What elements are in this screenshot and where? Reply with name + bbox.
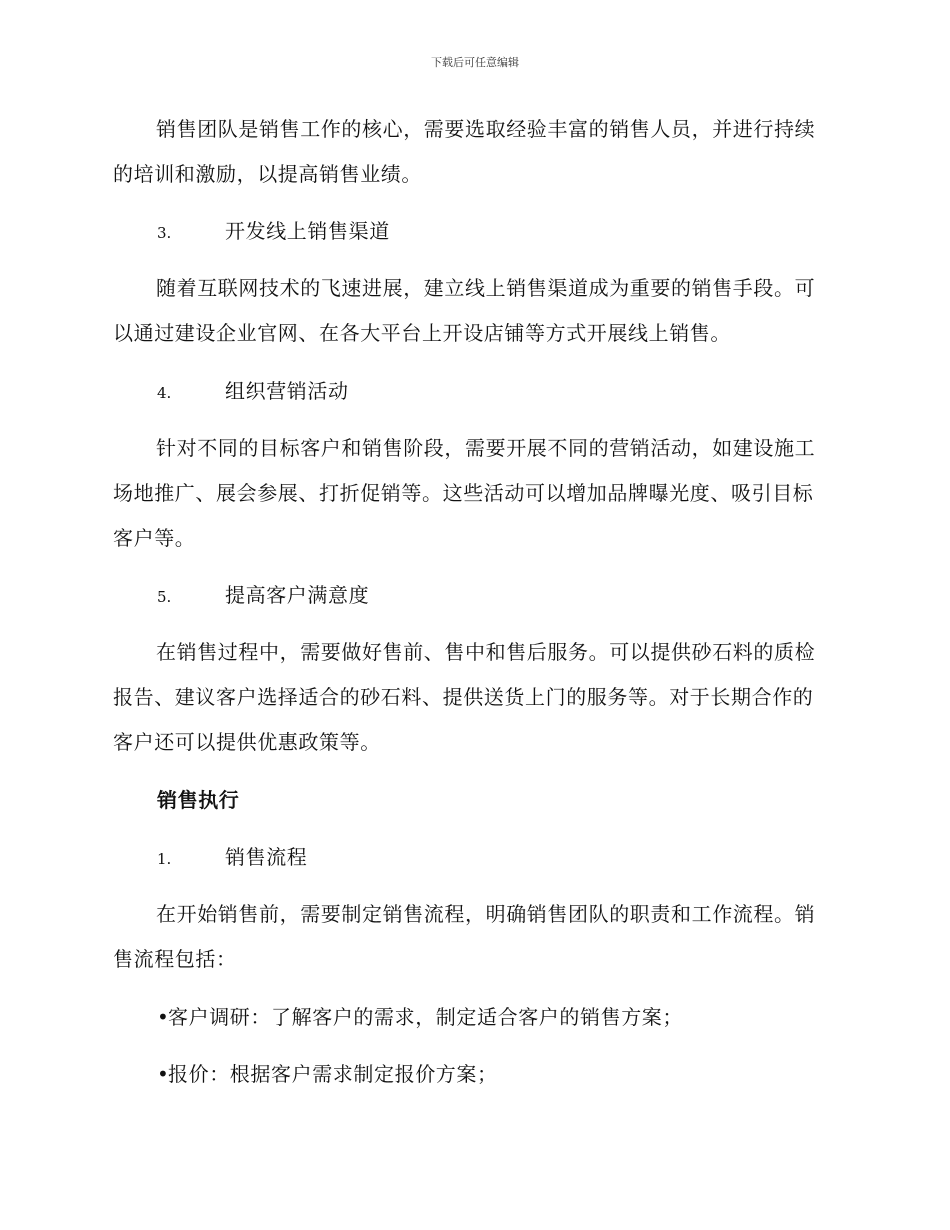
heading-number: 4.	[157, 384, 172, 402]
section-title-sales-execution: 销售执行	[157, 788, 240, 812]
heading-number: 1.	[157, 850, 172, 868]
paragraph-marketing-activities: 针对不同的目标客户和销售阶段，需要开展不同的营销活动，如建设施工场地推广、展会参展、打折促销等。这些活动可以增加品牌曝光度、吸引目标客户等。	[113, 436, 816, 550]
paragraph-sales-team: 销售团队是销售工作的核心，需要选取经验丰富的销售人员，并进行持续的培训和激励，以提高销售业绩。	[113, 117, 816, 186]
bullet-text: 报价：根据客户需求制定报价方案；	[168, 1062, 498, 1086]
bullet-text: 客户调研：了解客户的需求，制定适合客户的销售方案；	[168, 1005, 683, 1029]
bullet-dot: •	[157, 1062, 170, 1086]
paragraph-online-channels: 随着互联网技术的飞速进展，建立线上销售渠道成为重要的销售手段。可以通过建设企业官网、在各大平台上开设店铺等方式开展线上销售。	[113, 276, 816, 345]
heading-customer-satisfaction	[157, 580, 369, 610]
page-header: 下载后可任意编辑	[431, 56, 519, 69]
heading-number: 3.	[157, 224, 172, 242]
heading-marketing-activities	[157, 376, 349, 406]
heading-sales-process	[157, 842, 307, 872]
heading-text: 组织营销活动	[225, 379, 349, 403]
heading-text: 提高客户满意度	[225, 583, 370, 607]
bullet-dot: •	[157, 1005, 170, 1029]
heading-number: 5.	[157, 588, 172, 606]
heading-online-channels	[157, 216, 390, 246]
bullet-item	[157, 1002, 683, 1032]
heading-text: 销售流程	[225, 845, 308, 869]
paragraph-sales-process: 在开始销售前，需要制定销售流程，明确销售团队的职责和工作流程。销售流程包括：	[113, 902, 816, 971]
bullet-item	[157, 1059, 498, 1089]
heading-text: 开发线上销售渠道	[225, 219, 390, 243]
paragraph-customer-satisfaction: 在销售过程中，需要做好售前、售中和售后服务。可以提供砂石料的质检报告、建议客户选择适合的砂石料、提供送货上门的服务等。对于长期合作的客户还可以提供优惠政策等。	[113, 640, 816, 754]
